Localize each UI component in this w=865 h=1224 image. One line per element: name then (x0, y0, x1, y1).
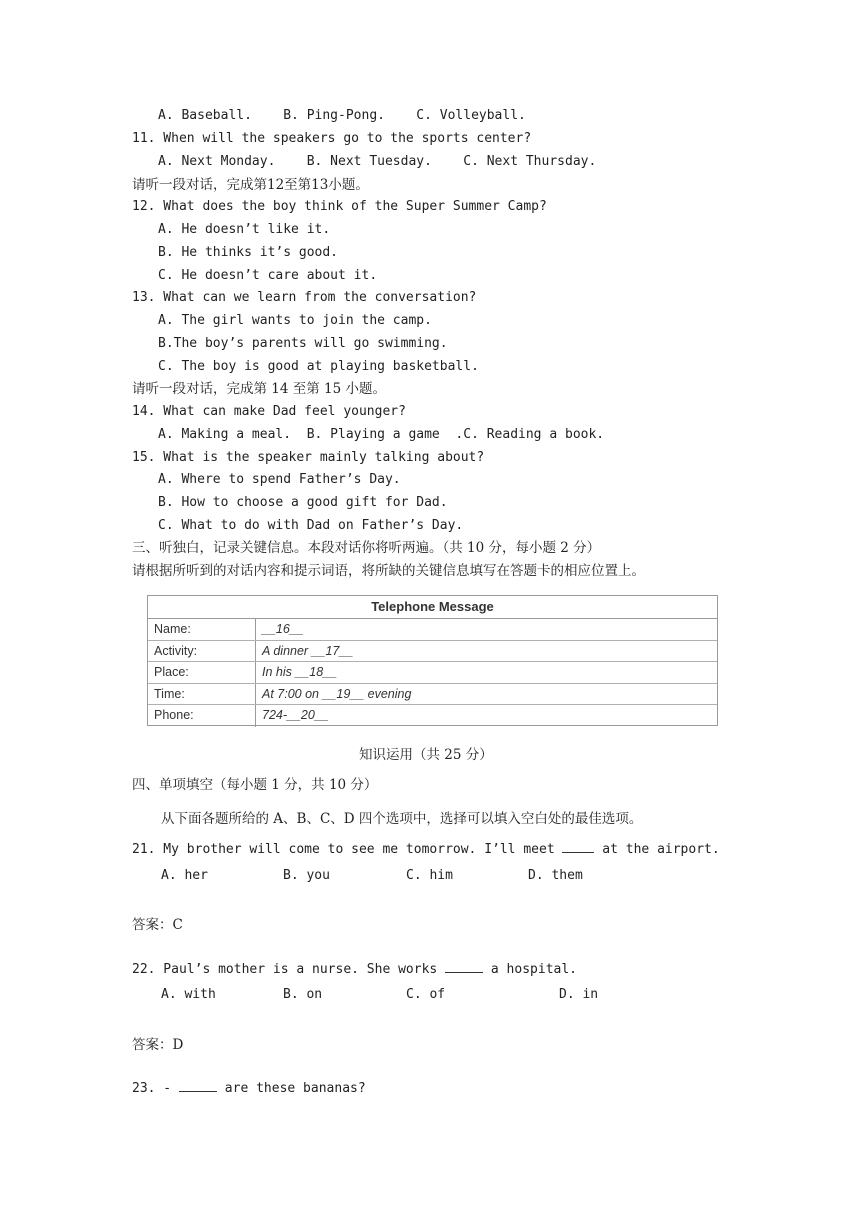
telephone-message-table (147, 595, 718, 726)
q21-option-c: C. him (406, 868, 453, 883)
activity-label: Activity: (148, 641, 256, 662)
part4-instruction: 从下面各题所给的 A、B、C、D 四个选项中，选择可以填入空白处的最佳选项。 (161, 811, 643, 827)
part3-heading: 三、听独白，记录关键信息。本段对话你将听两遍。（共 10 分，每小题 2 分） (132, 540, 601, 556)
q15-stem: 15. What is the speaker mainly talking about? (132, 450, 485, 465)
telephone-message-title: Telephone Message (148, 596, 717, 619)
q10-options: A. Baseball. B. Ping-Pong. C. Volleyball. (158, 108, 526, 123)
phone-label: Phone: (148, 705, 256, 727)
q15-option-c: C. What to do with Dad on Father’s Day. (158, 518, 464, 533)
q13-stem: 13. What can we learn from the conversation? (132, 290, 477, 305)
q22-answer: 答案：D (132, 1037, 184, 1053)
activity-value: A dinner __17__ (262, 643, 354, 658)
q21-stem-end: at the airport. (594, 842, 720, 857)
q21-answer: 答案：C (132, 917, 183, 933)
q11-options: A. Next Monday. B. Next Tuesday. C. Next Thursday. (158, 154, 597, 169)
section-heading: 知识运用（共 25 分） (359, 747, 493, 763)
place-label: Place: (148, 662, 256, 683)
table-row (148, 619, 717, 641)
table-row (148, 641, 717, 663)
part3-instruction: 请根据所听到的对话内容和提示词语，将所缺的关键信息填写在答题卡的相应位置上。 (132, 563, 645, 579)
q22-stem (132, 960, 577, 979)
q21-option-a: A. her (161, 868, 208, 883)
part4-heading: 四、单项填空（每小题 1 分，共 10 分） (132, 777, 378, 793)
q23-stem (132, 1079, 366, 1098)
q21-option-d: D. them (528, 868, 583, 883)
table-row (148, 705, 717, 727)
q23-stem-start: 23. - (132, 1081, 179, 1096)
q23-stem-end: are these bananas? (216, 1081, 366, 1096)
q13-option-a: A. The girl wants to join the camp. (158, 313, 432, 328)
dialogue-instruction-14-15: 请听一段对话，完成第 14 至第 15 小题。 (132, 381, 387, 397)
q21-blank (562, 840, 594, 853)
q15-option-a: A. Where to spend Father’s Day. (158, 472, 401, 487)
name-value: __16__ (262, 622, 304, 636)
q12-option-b: B. He thinks it’s good. (158, 245, 339, 260)
time-label: Time: (148, 684, 256, 705)
table-row (148, 662, 717, 684)
q12-option-a: A. He doesn’t like it. (158, 222, 331, 237)
table-row (148, 684, 717, 706)
q23-blank (179, 1079, 217, 1092)
name-label: Name: (148, 619, 256, 640)
q21-stem (132, 840, 720, 859)
time-value: At 7:00 on __19__ evening (262, 686, 412, 701)
q22-stem-start: 22. Paul’s mother is a nurse. She works (132, 962, 446, 977)
dialogue-instruction-12-13: 请听一段对话，完成第12至第13小题。 (132, 177, 369, 193)
q14-stem: 14. What can make Dad feel younger? (132, 404, 406, 419)
q22-option-b: B. on (283, 987, 323, 1002)
q22-option-c: C. of (406, 987, 446, 1002)
q15-option-b: B. How to choose a good gift for Dad. (158, 495, 448, 510)
q22-option-a: A. with (161, 987, 216, 1002)
q14-options: A. Making a meal. B. Playing a game .C. Reading a book. (158, 427, 605, 442)
q22-option-d: D. in (559, 987, 599, 1002)
q12-option-c: C. He doesn’t care about it. (158, 268, 378, 283)
q11-stem: 11. When will the speakers go to the sports center? (132, 131, 532, 146)
q22-blank (445, 960, 483, 973)
q13-option-c: C. The boy is good at playing basketball. (158, 359, 479, 374)
q21-option-b: B. you (283, 868, 330, 883)
q12-stem: 12. What does the boy think of the Super Summer Camp? (132, 199, 547, 214)
place-value: In his __18__ (262, 665, 338, 679)
q13-option-b: B.The boy’s parents will go swimming. (158, 336, 448, 351)
q21-stem-start: 21. My brother will come to see me tomorrow. I’ll meet (132, 842, 563, 857)
q22-stem-end: a hospital. (483, 962, 577, 977)
phone-value: 724-__20__ (262, 708, 329, 722)
